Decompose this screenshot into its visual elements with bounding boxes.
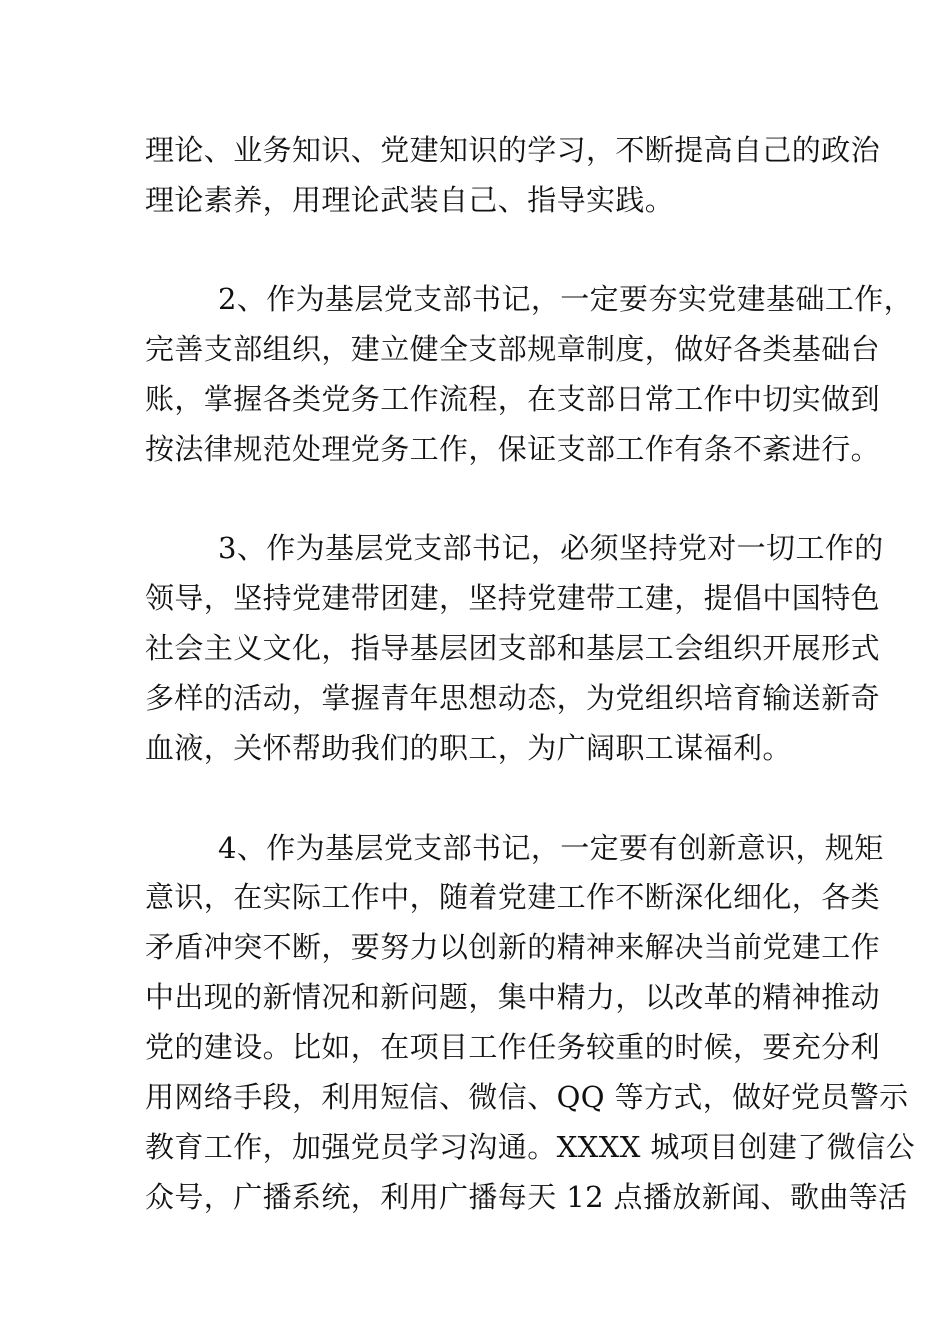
paragraph-4-line-2: 意识，在实际工作中，随着党建工作不断深化细化，各类 — [145, 880, 881, 914]
paragraph-1-line-2: 理论素养，用理论武装自己、指导实践。 — [145, 183, 675, 217]
paragraph-4-line-8: 众号，广播系统，利用广播每天 12 点播放新闻、歌曲等活 — [145, 1180, 908, 1214]
paragraph-4-line-4: 中出现的新情况和新问题，集中精力，以改革的精神推动 — [145, 980, 881, 1014]
paragraph-2-line-2: 完善支部组织，建立健全支部规章制度，做好各类基础台 — [145, 332, 881, 366]
paragraph-4-line-6: 用网络手段，利用短信、微信、QQ 等方式，做好党员警示 — [145, 1080, 909, 1114]
paragraph-2-line-1: 2、作为基层党支部书记，一定要夯实党建基础工作， — [218, 282, 914, 316]
paragraph-4-line-7: 教育工作，加强党员学习沟通。XXXX 城项目创建了微信公 — [145, 1130, 916, 1164]
paragraph-4-line-1: 4、作为基层党支部书记，一定要有创新意识，规矩 — [218, 831, 884, 865]
paragraph-3-line-1: 3、作为基层党支部书记，必须坚持党对一切工作的 — [218, 531, 884, 565]
paragraph-3-line-2: 领导，坚持党建带团建，坚持党建带工建，提倡中国特色 — [145, 581, 881, 615]
paragraph-3-line-3: 社会主义文化，指导基层团支部和基层工会组织开展形式 — [145, 631, 881, 665]
paragraph-2-line-3: 账，掌握各类党务工作流程，在支部日常工作中切实做到 — [145, 382, 881, 416]
paragraph-4-line-5: 党的建设。比如，在项目工作任务较重的时候，要充分利 — [145, 1030, 881, 1064]
paragraph-1-line-1: 理论、业务知识、党建知识的学习，不断提高自己的政治 — [145, 133, 881, 167]
paragraph-3-line-5: 血液，关怀帮助我们的职工，为广阔职工谋福利。 — [145, 731, 792, 765]
paragraph-3-line-4: 多样的活动，掌握青年思想动态，为党组织培育输送新奇 — [145, 681, 881, 715]
paragraph-4-line-3: 矛盾冲突不断，要努力以创新的精神来解决当前党建工作 — [145, 930, 881, 964]
paragraph-2-line-4: 按法律规范处理党务工作，保证支部工作有条不紊进行。 — [145, 432, 881, 466]
